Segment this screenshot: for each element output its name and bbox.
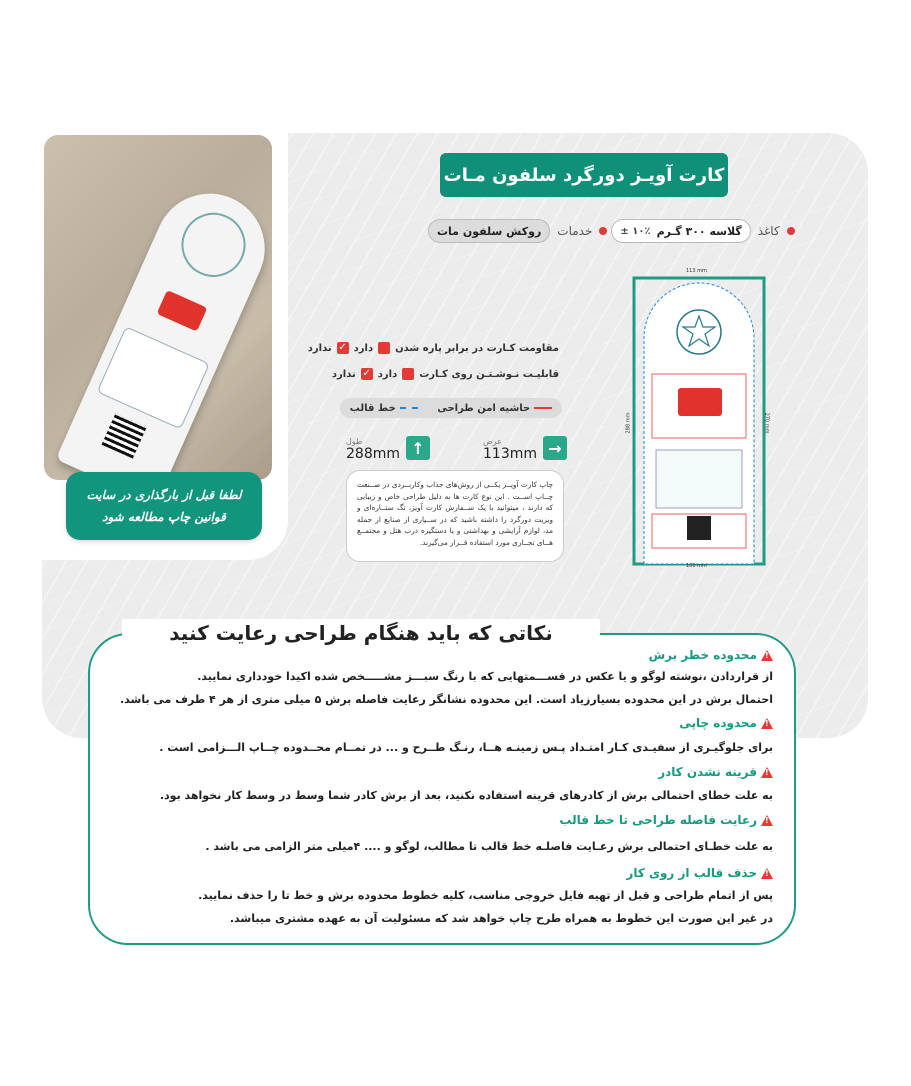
note-line: در غیر این صورت این خطوط به همراه طرح چاپ خواهد شد که مسئولیت آن به عهده مشتری میباشد. xyxy=(229,912,773,925)
arrow-right-icon: → xyxy=(543,436,567,460)
note-heading-cut-danger xyxy=(649,648,773,662)
qr-code-icon xyxy=(102,414,147,459)
note-line: به علت خطای احتمالی برش از کادرهای قرینه استفاده نکنید، بعد از برش کادر شما وسط در وسط کار نخواهد بود. xyxy=(159,789,773,802)
note-line: پس از اتمام طراحی و قبل از تهیه فایل خروجی مناسب، کلیه خطوط محدوده برش و خط تا را حذف نمایید. xyxy=(198,889,773,902)
checkbox-checked-icon: ✓ xyxy=(338,342,347,353)
note-heading-remove-template xyxy=(626,866,773,880)
legend-safe-margin xyxy=(437,403,552,414)
width-dimension xyxy=(483,436,567,460)
note-line: احتمال برش در این محدوده بسیارزیاد است. این محدوده نشانگر رعایت فاصله برش ۵ میلی متری از هر ۴ طرف می باشد. xyxy=(119,693,773,706)
note-line: از قراردادن ،نوشته لوگو و یا عکس در قســـمتهایی که با رنگ سبـــز مشـــــخص شده اکیدا خودداری نمایید. xyxy=(197,670,773,683)
service-value: روکش سلفون مات xyxy=(437,224,542,238)
note-heading-text: رعایت فاصله طراحی تا خط قالب xyxy=(559,813,757,827)
height-value: 288mm xyxy=(346,446,400,462)
height-text xyxy=(346,436,400,460)
note-heading-print-area xyxy=(679,716,773,730)
width-label: عرض xyxy=(483,437,502,446)
blue-dashed-line-icon xyxy=(400,407,418,409)
yes-label: دارد xyxy=(353,342,374,354)
no-label: ندارد xyxy=(307,342,332,354)
card-info-box xyxy=(97,326,210,429)
brand-logo xyxy=(157,290,208,332)
legend-template-line xyxy=(350,403,418,414)
star-hole-icon xyxy=(171,203,255,287)
yes-label: دارد xyxy=(377,368,398,380)
checkbox-yes-icon xyxy=(378,342,390,354)
feature-label: مقاومت کـارت در برابر پاره شدن xyxy=(395,342,559,354)
warning-icon xyxy=(761,718,773,729)
arrow-up-icon: ↑ xyxy=(406,436,430,460)
height-dimension xyxy=(346,436,430,460)
width-text xyxy=(483,436,537,460)
height-label: طول xyxy=(346,437,363,446)
note-heading-text: محدوده خطر برش xyxy=(648,648,757,662)
left-height-label: 288 mm xyxy=(625,412,632,434)
product-description: چاپ کارت آویــز یکــی از روش‌های جذاب وکاربــردی در صــنعت چــاپ اســت . این نوع کارت ها به دلیل طراحی خاص و زیبایی که دارند ، میتوانید با یک ســفارش کارت آویز، تگ ستــاره‌ای و ویزیت دورگرد را داشته باشید که در ســیاری از صنایع از جمله مد، لوازم آرایشی و بهداشتی و یا دستگیره درب هتل و مجتمــع هــای تجــاری مورد استفاده قــرار می‌گیرند. xyxy=(346,470,564,562)
note-heading-text: حذف قالب از روی کار xyxy=(626,866,757,880)
hang-card-mockup xyxy=(56,176,272,480)
tolerance-value: ۱۰٪ ± xyxy=(620,225,651,237)
right-height-label: 270 mm xyxy=(763,412,770,434)
die-cut-template xyxy=(625,268,770,570)
note-line-1: لطفا قبل از بارگذاری در سایت xyxy=(86,488,242,502)
qr-code-icon xyxy=(687,516,711,540)
product-photo xyxy=(44,135,272,480)
feature-tear-resistance xyxy=(308,340,559,356)
upload-rules-note xyxy=(66,472,262,540)
legend-safe-label: حاشیه امن طراحی xyxy=(437,402,531,414)
brand-logo xyxy=(678,388,722,416)
legend-template-label: خط قالب xyxy=(349,402,396,414)
top-width-label: 113 mm xyxy=(686,268,707,274)
paper-pill xyxy=(611,219,750,243)
notes-title: نکاتی که باید هنگام طراحی رعایت کنید xyxy=(122,619,600,647)
note-line: برای جلوگیـری از سفیـدی کـار امتـداد پـس زمینـه هــا، رنـگ طــرح و ... در تمــام محــدوده چــاپ الـــزامی است . xyxy=(159,741,773,754)
note-line-2: قوانین چاپ مطالعه شود xyxy=(102,510,226,524)
note-heading-symmetric-frame xyxy=(658,765,773,779)
note-heading-template-distance xyxy=(559,813,773,827)
width-value: 113mm xyxy=(483,446,537,462)
bullet-icon xyxy=(787,227,795,235)
bottom-width-label: 100 mm xyxy=(686,563,707,569)
warning-icon xyxy=(761,815,773,826)
note-heading-text: محدوده چاپی xyxy=(679,716,757,730)
paper-label: کاغذ xyxy=(757,224,780,238)
warning-icon xyxy=(761,650,773,661)
info-card-box xyxy=(656,450,742,508)
line-legend xyxy=(340,398,562,418)
spec-row xyxy=(428,219,795,243)
note-line: به علت خطـای احتمالی برش رعـایت فاصلـه خط قالب تا مطالب، لوگو و .... ۴میلی متر الزامی می باشد . xyxy=(205,840,773,853)
warning-icon xyxy=(761,868,773,879)
feature-writable xyxy=(332,366,559,382)
template-drawing xyxy=(630,270,770,570)
note-heading-text: قرینه نشدن کادر xyxy=(658,765,757,779)
checkbox-checked-icon: ✓ xyxy=(362,368,371,379)
product-title: کارت آویـز دورگرد سلفون مـات xyxy=(440,153,728,197)
checkbox-yes-icon xyxy=(402,368,414,380)
paper-value: گلاسه ۳۰۰ گـرم xyxy=(656,224,742,238)
warning-icon xyxy=(761,767,773,778)
feature-label: قابلیـت نـوشـتـن روی کـارت xyxy=(419,368,559,380)
service-pill xyxy=(428,219,550,243)
service-label: خدمات xyxy=(557,224,593,238)
red-line-icon xyxy=(534,407,552,409)
no-label: ندارد xyxy=(331,368,356,380)
bullet-icon xyxy=(599,227,607,235)
